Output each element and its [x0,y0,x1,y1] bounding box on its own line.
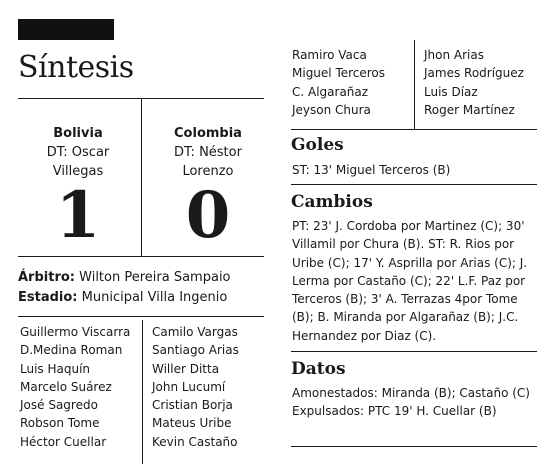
player: Héctor Cuellar [20,434,107,449]
player: Guillermo Viscarra [20,325,131,339]
stadium-label: Estadio: [18,290,78,305]
divider [291,184,537,185]
cambios-line: Hernandez por Diaz (C). [292,328,437,343]
title-bar-decoration [18,19,114,40]
player: C. Algarañaz [292,84,369,99]
player: James Rodríguez [424,66,524,81]
player: Kevin Castaño [152,434,238,449]
player: D.Medina Roman [20,343,123,358]
coach-line: DT: Oscar [46,145,110,160]
player: José Sagredo [20,398,98,413]
lineup-bolivia-part2 [292,46,385,119]
cambios-line: (B); B. Miranda por Algarañaz (B); J.C. [292,310,519,325]
divider [141,98,142,256]
player: Ramiro Vaca [292,48,367,62]
player: Miguel Terceros [292,66,386,81]
divider [291,351,537,352]
divider [18,316,264,317]
cambios-line: Lerma por Castaño (C); 22' L.F. Paz por [292,273,526,288]
team-bolivia [18,124,138,181]
player: Santiago Arias [152,343,239,358]
cambios-heading: Cambios [291,192,373,212]
player: Cristian Borja [152,398,233,413]
divider [291,129,537,130]
player: Camilo Vargas [152,325,238,339]
cambios-line: Uribe (C); 17' Y. Asprilla por Arias (C); J. [292,255,528,270]
divider [291,446,537,447]
player: Jhon Arias [424,48,484,62]
cambios-line: PT: 23' J. Cordoba por Martinez (C); 30' [292,219,525,233]
datos-line: Expulsados: PTC 19' H. Cuellar (B) [292,404,497,419]
cambios-text [292,217,544,345]
goles-text: ST: 13' Miguel Terceros (B) [292,163,451,177]
coach-line: Villegas [52,164,104,179]
divider [142,320,143,464]
referee-label: Árbitro: [18,270,75,285]
referee-name: Wilton Pereira Sampaio [79,270,231,285]
score-bolivia: 1 [55,178,101,253]
player: Luis Haquín [20,361,91,376]
page-title: Síntesis [18,50,134,85]
player: Mateus Uribe [152,416,232,431]
player: Luis Díaz [424,84,478,99]
datos-text [292,384,544,421]
player: Roger Martínez [424,102,515,117]
score-colombia: 0 [185,178,231,253]
team-name: Colombia [174,126,242,141]
player: John Lucumí [152,379,226,394]
stadium-line [18,288,227,308]
goles-heading: Goles [291,135,344,155]
player: Jeyson Chura [292,102,371,117]
team-name: Bolivia [53,126,103,141]
cambios-line: Villamil por Chura (B). ST: R. Rios por [292,237,515,252]
datos-line: Amonestados: Miranda (B); Castaño (C) [292,386,530,400]
coach-line: DT: Néstor [174,145,242,160]
coach-line: Lorenzo [182,164,234,179]
stadium-name: Municipal Villa Ingenio [81,290,228,305]
referee-line [18,268,231,288]
cambios-line: Terceros (B); 3' A. Terrazas 4por Tome [292,292,518,307]
player: Robson Tome [20,416,100,431]
lineup-colombia-part1 [152,323,239,451]
lineup-colombia-part2 [424,46,524,119]
divider [18,256,264,257]
divider [414,40,415,129]
player: Willer Ditta [152,361,220,376]
datos-heading: Datos [291,359,346,379]
player: Marcelo Suárez [20,379,112,394]
lineup-bolivia-part1 [20,323,130,451]
team-colombia [148,124,268,181]
